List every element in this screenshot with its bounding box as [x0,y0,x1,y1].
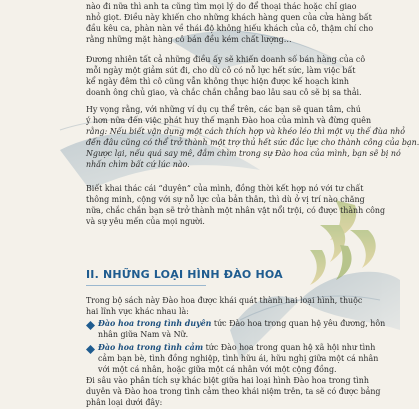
text-line: Đi sâu vào phân tích sự khác biệt giữa hai loại hình Đào hoa trong tình [86,376,369,385]
paragraph [98,343,379,376]
text-line: rằng: Nếu biết vận dụng một cách thích hợp và khéo léo thì một vụ thế đùa nhỏ [86,126,406,136]
text-line: nào đi nữa thì anh ta cũng tìm mọi lý do để thoại thác hoặc chỉ giao [86,2,357,11]
text-line: mỗi ngày một giảm sút đi, cho dù cô có nỗ lực hết sức, làm việc bất [86,65,356,75]
text-line: nhỏ giọt. Điều này khiến cho những khách hàng quen của cửa hàng bất [86,12,372,22]
text-line: Ngược lại, nếu quá say mê, đắm chìm trong sự Đào hoa của mình, bạn sẽ bị nó [86,148,401,158]
text-line: nhân giữa Nam và Nữ. [98,329,189,339]
diamond-bullet-icon [86,321,96,331]
heading-underline [86,285,206,286]
paragraph [86,2,374,46]
text-line: ý hơn nữa đến việc phát huy thế mạnh Đào hoa của mình và đừng quên [86,115,372,125]
text-line: duyên và Đào hoa trong tình cảm theo khái niệm trên, ta sẽ có được bảng [86,386,381,396]
paragraph [98,319,386,341]
text-line: Biết khai thác cái “duyên” của mình, đồng thời kết hợp nó với tư chất [86,184,364,193]
text-line: với một cá nhân, hoặc giữa một cá nhân với một cộng đồng. [98,364,337,374]
text-line: Đào hoa trong tình duyên tức Đào hoa trong quan hệ yêu đương, hôn [98,319,386,328]
paragraph [86,184,386,228]
text-line: Đương nhiên tất cả những điều ấy sẽ khiến doanh số bán hàng của cô [86,55,366,64]
paragraph [86,296,363,318]
diamond-bullet-icon [86,345,96,355]
text-line: đến đâu cũng có thể trở thành một trợ thủ hết sức đắc lực cho thành công của bạn. [86,137,419,147]
text-line: thông minh, cộng với sự nỗ lực của bản thân, thì dù ở vị trí nào chăng [86,194,365,204]
paragraph [86,55,366,99]
text-line: kể ngày đêm thì cô cũng vẫn không thực hiện được kế hoạch kinh [86,76,349,86]
paragraph [86,376,381,409]
text-line: hai lĩnh vực khác nhau là: [86,306,189,316]
bullet-lead-term: Đào hoa trong tình cảm [98,343,204,352]
text-line: rằng những mặt hàng cô bán đều kém chất lượng… [86,34,292,44]
text-line: Hy vọng rằng, với những ví dụ cụ thể trên, các bạn sẽ quan tâm, chú [86,105,361,114]
section-heading: II. NHỮNG LOẠI HÌNH ĐÀO HOA [86,268,283,281]
text-line: nữa, chắc chắn bạn sẽ trở thành một nhân vật nổi trội, có được thành công [86,205,386,215]
text-line: phân loại dưới đây: [86,397,163,407]
bullet-lead-term: Đào hoa trong tình duyên [98,319,212,328]
text-line: và sự yêu mến của mọi người. [86,216,205,226]
text-line: Đào hoa trong tình cảm tức Đào hoa trong quan hệ xã hội như tình [98,343,376,352]
text-line: nhấn chìm bất cứ lúc nào. [86,159,190,169]
text-line: đầu kêu ca, phàn nàn về thái độ không hiếu khách của cô, thậm chí cho [86,23,374,33]
text-line: doanh ông chủ giao, và chắc chắn chẳng bao lâu sau cô sẽ bị sa thải. [86,87,362,97]
paragraph [86,105,419,170]
text-line: cảm bạn bè, tình đồng nghiệp, tình hữu ái, hữu nghị giữa một cá nhân [98,353,379,363]
text-line: Trong bộ sách này Đào hoa được khái quát thành hai loại hình, thuộc [86,296,363,305]
